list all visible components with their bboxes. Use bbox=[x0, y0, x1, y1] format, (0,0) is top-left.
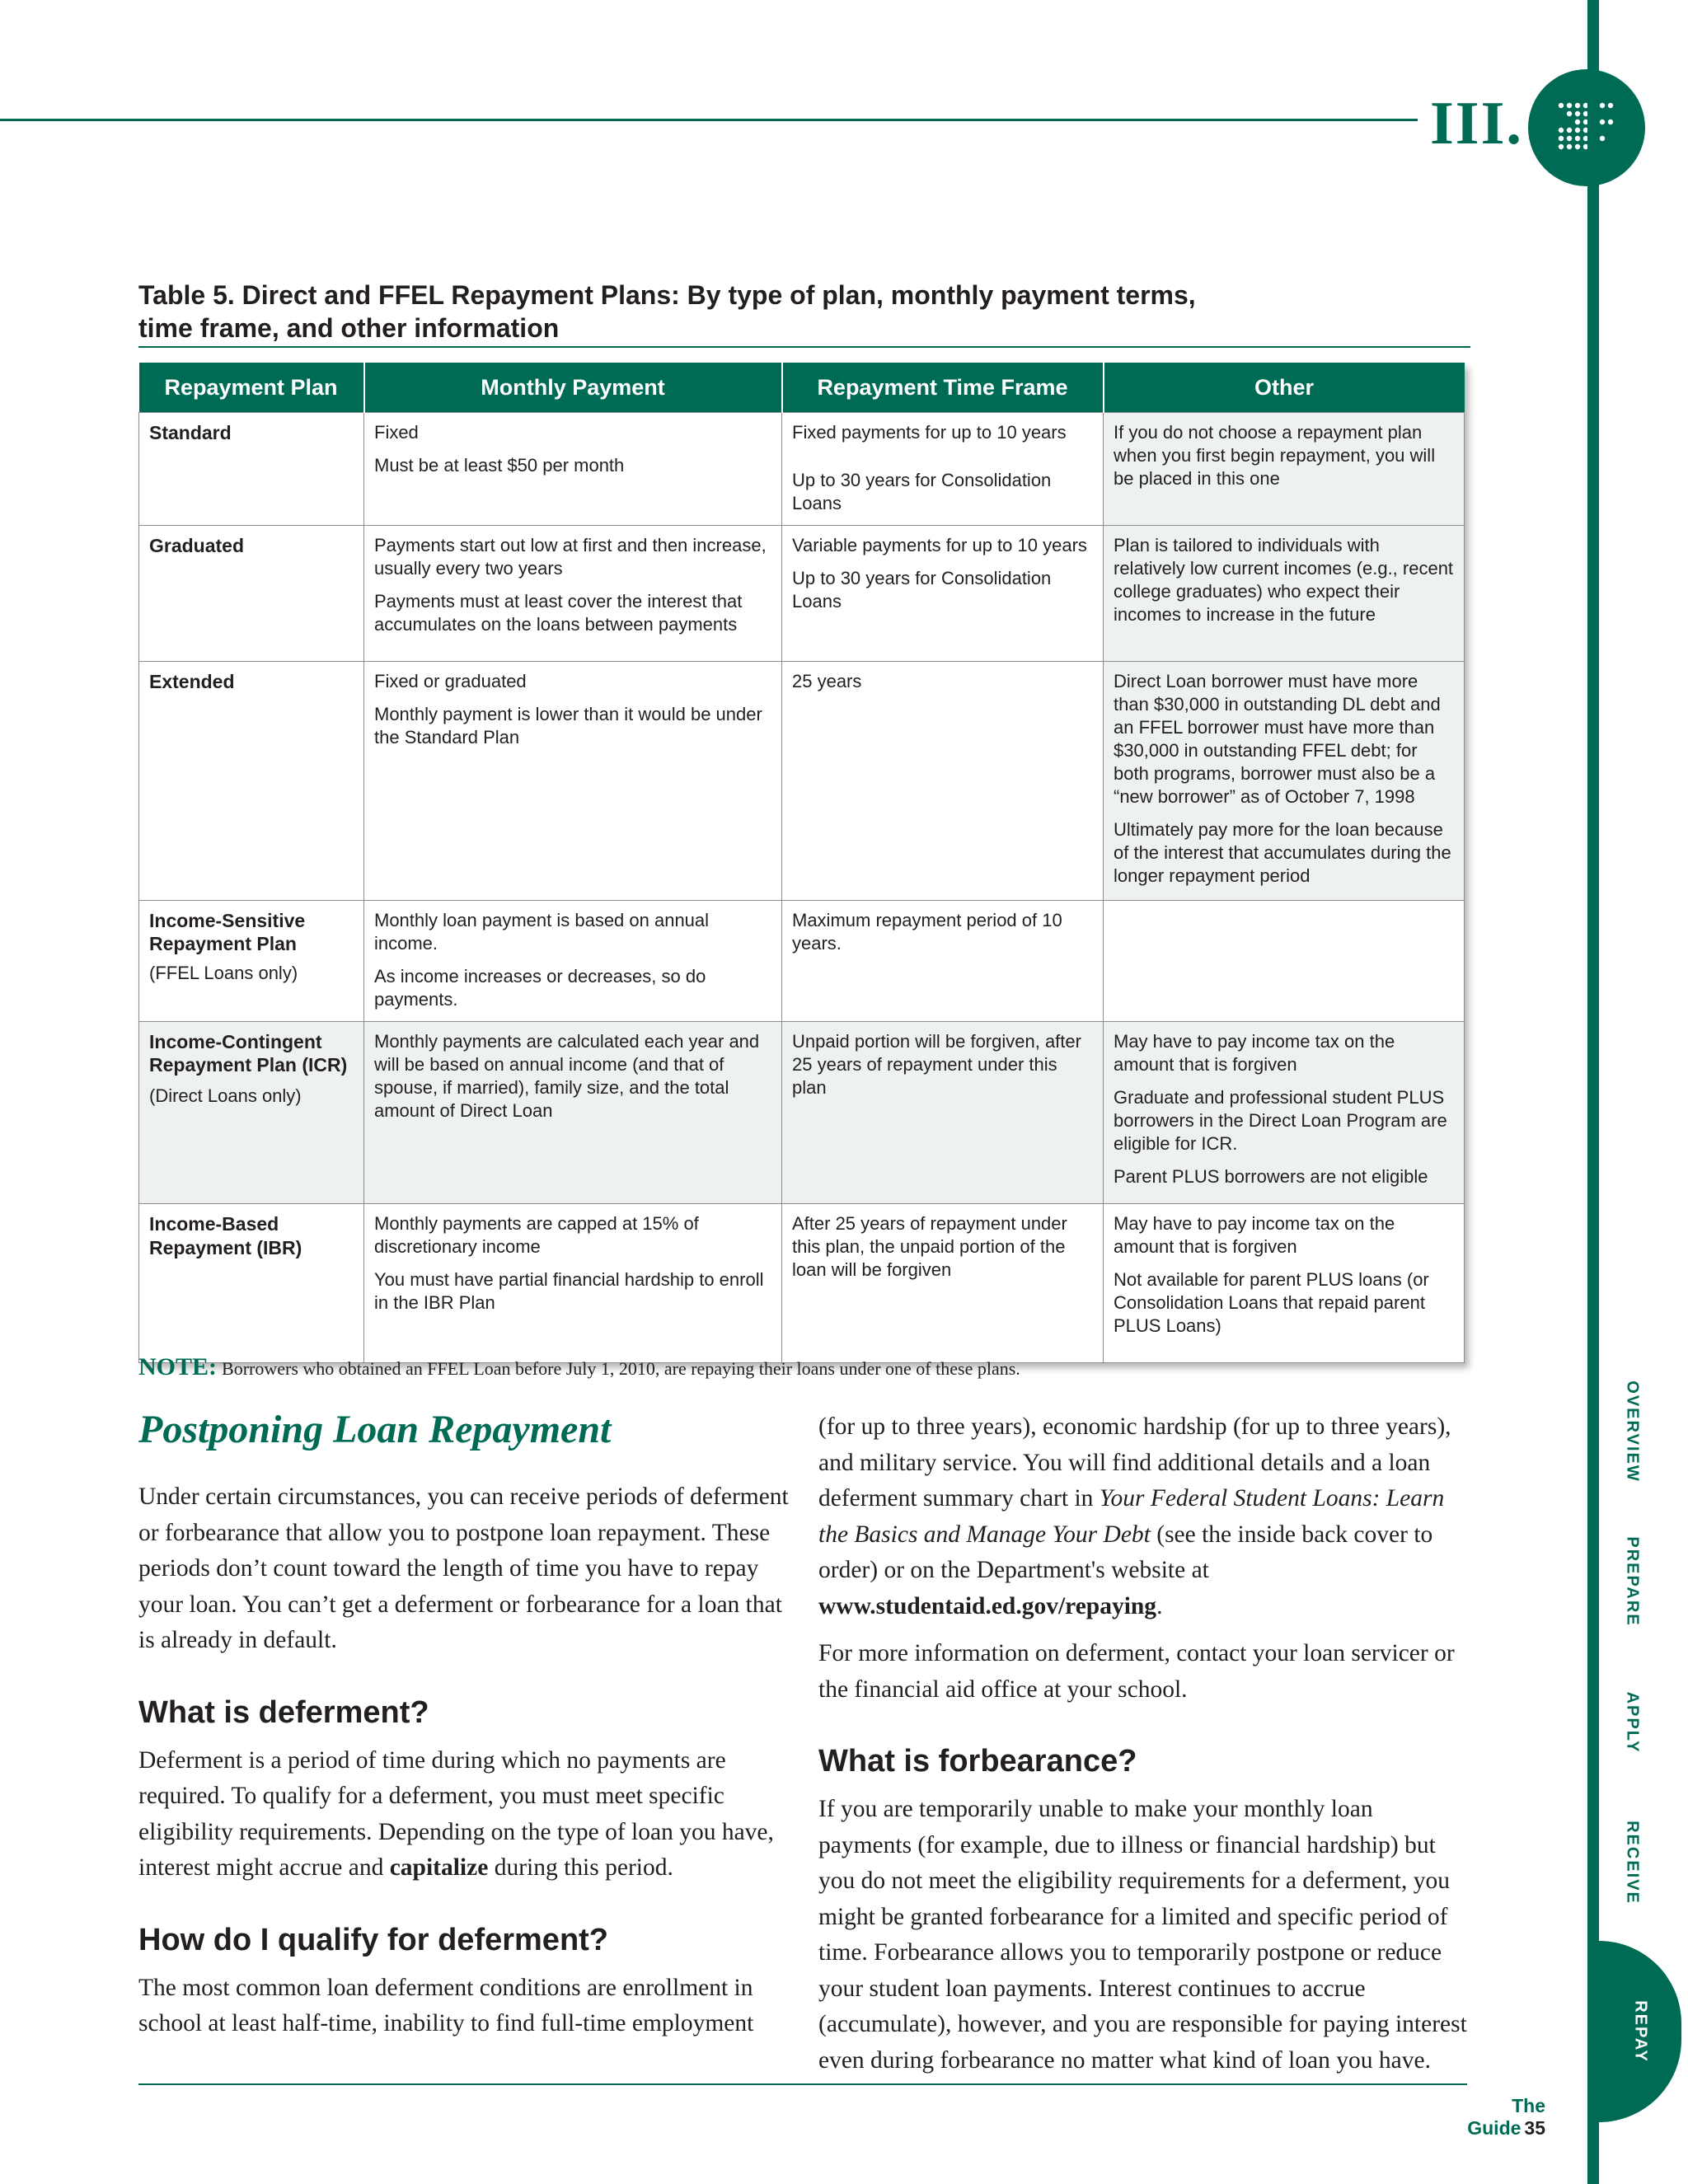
timeframe-cell bbox=[782, 1204, 1104, 1363]
qualify-heading: How do I qualify for deferment? bbox=[138, 1922, 609, 1957]
tab-label: APPLY bbox=[1623, 1691, 1642, 1754]
cell-text: Fixed bbox=[374, 422, 419, 443]
cell-text: Not available for parent PLUS loans (or Consolidation Loans that repaid parent PLUS Loans) bbox=[1114, 1269, 1429, 1336]
deferment-paragraph bbox=[138, 1743, 790, 1886]
table-row bbox=[139, 1022, 1465, 1204]
note-label: NOTE: bbox=[138, 1353, 218, 1380]
forbearance-paragraph: If you are temporarily unable to make your monthly loan payments (for example, due to illness or financial hardship) but you do not meet the eligibility requirements for a deferment, you might be granted forbearance for a limited and specific period of time. Forbearance allows you to temporarily postpone or reduce your student loan payments. Interest continues to accrue (accumulate), however, and you are responsible for paying interest even during forbearance no matter what kind of loan you have. bbox=[818, 1796, 1467, 2074]
other-cell bbox=[1104, 1022, 1465, 1204]
paragraph-text: (for up to three years), economic hardship (for up to three years), and military service. You will find additional details and a loan deferment summary chart in bbox=[818, 1413, 1451, 1511]
title-rule bbox=[138, 346, 1470, 348]
table-title-line: time frame, and other information bbox=[138, 313, 560, 343]
section-dot-icon bbox=[1528, 69, 1645, 186]
qualify-paragraph: The most common loan deferment conditions are enrollment in school at least half-time, inability to find full-time employment bbox=[138, 1974, 754, 2036]
section-heading: Postponing Loan Repayment bbox=[138, 1408, 612, 1451]
cell-text: After 25 years of repayment under this plan, the unpaid portion of the loan will be forgiven bbox=[792, 1213, 1067, 1280]
timeframe-cell bbox=[782, 526, 1104, 662]
column-header: Other bbox=[1104, 363, 1465, 413]
deferment-text: during this period. bbox=[494, 1854, 673, 1881]
tab-apply[interactable] bbox=[1599, 1677, 1665, 1768]
plan-name: Extended bbox=[149, 671, 235, 692]
cell-text: May have to pay income tax on the amount that is forgiven bbox=[1114, 1031, 1395, 1075]
other-cell bbox=[1104, 413, 1465, 526]
payment-cell bbox=[364, 901, 782, 1022]
plan-name: Income-Contingent Repayment Plan (ICR) bbox=[149, 1031, 348, 1076]
plan-name-cell bbox=[139, 413, 364, 526]
payment-cell bbox=[364, 1204, 782, 1363]
tab-receive[interactable] bbox=[1599, 1817, 1665, 1908]
capitalize-term: capitalize bbox=[389, 1854, 489, 1881]
cell-text: Must be at least $50 per month bbox=[374, 455, 625, 476]
repayment-plans-table bbox=[138, 363, 1464, 1363]
website-link[interactable]: www.studentaid.ed.gov/repaying bbox=[818, 1592, 1157, 1619]
table-title-line: Table 5. Direct and FFEL Repayment Plans: By type of plan, monthly payment terms, bbox=[138, 280, 1196, 310]
column-header: Repayment Plan bbox=[139, 363, 364, 413]
payment-cell bbox=[364, 1022, 782, 1204]
timeframe-cell bbox=[782, 901, 1104, 1022]
contact-paragraph: For more information on deferment, contact your loan servicer or the financial aid office at your school. bbox=[818, 1640, 1455, 1703]
cell-text: Graduate and professional student PLUS borrowers in the Direct Loan Program are eligible for ICR. bbox=[1114, 1087, 1447, 1154]
section-number: III. bbox=[1430, 90, 1523, 157]
intro-paragraph: Under certain circumstances, you can receive periods of deferment or forbearance that allow you to postpone loan repayment. These periods don’t count toward the length of time you have to repay your loan. You can’t get a deferment or forbearance for a loan that is already in default. bbox=[138, 1483, 789, 1653]
tab-label: OVERVIEW bbox=[1623, 1380, 1642, 1483]
plan-name: Graduated bbox=[149, 535, 245, 556]
cell-text: Parent PLUS borrowers are not eligible bbox=[1114, 1166, 1428, 1187]
cell-text: Fixed or graduated bbox=[374, 671, 527, 691]
deferment-continued-paragraph bbox=[818, 1409, 1470, 1624]
cell-text: Payments start out low at first and then increase, usually every two years bbox=[374, 535, 767, 579]
cell-text: Monthly payments are calculated each year and will be based on annual income (and that of spouse, if married), family size, and the total amount of Direct Loan bbox=[374, 1031, 760, 1121]
cell-text: Up to 30 years for Consolidation Loans bbox=[792, 470, 1052, 513]
cell-text: Maximum repayment period of 10 years. bbox=[792, 910, 1062, 954]
plan-name-cell bbox=[139, 1204, 364, 1363]
plan-name: Income-Based Repayment (IBR) bbox=[149, 1213, 302, 1258]
guide-label: The Guide bbox=[1467, 2095, 1545, 2139]
right-column bbox=[818, 1409, 1470, 2079]
side-bar bbox=[1587, 0, 1599, 2184]
plan-name: Income-Sensitive Repayment Plan bbox=[149, 910, 306, 954]
paragraph-text: (see the inside back cover to order) or on the Department's website at bbox=[818, 1521, 1433, 1583]
table-header-row bbox=[139, 363, 1465, 413]
tab-prepare[interactable] bbox=[1599, 1536, 1665, 1627]
cell-text: May have to pay income tax on the amount that is forgiven bbox=[1114, 1213, 1395, 1257]
plan-note: (FFEL Loans only) bbox=[149, 963, 298, 983]
column-header: Monthly Payment bbox=[364, 363, 782, 413]
page-footer bbox=[1430, 2095, 1545, 2139]
plan-name-cell bbox=[139, 1022, 364, 1204]
cell-text: If you do not choose a repayment plan when you first begin repayment, you will be placed in this one bbox=[1114, 422, 1436, 489]
page-number: 35 bbox=[1524, 2117, 1545, 2139]
cell-text: Monthly loan payment is based on annual income. bbox=[374, 910, 710, 954]
deferment-heading: What is deferment? bbox=[138, 1694, 429, 1730]
paragraph-text: . bbox=[1156, 1592, 1163, 1619]
cell-text: Ultimately pay more for the loan because of the interest that accumulates during the longer repayment period bbox=[1114, 819, 1451, 886]
table-row bbox=[139, 413, 1465, 526]
table-row bbox=[139, 1204, 1465, 1363]
cell-text: As income increases or decreases, so do payments. bbox=[374, 966, 706, 1010]
tab-label: RECEIVE bbox=[1623, 1821, 1642, 1905]
timeframe-cell bbox=[782, 1022, 1104, 1204]
left-column bbox=[138, 1405, 790, 2042]
cell-text: 25 years bbox=[792, 671, 862, 691]
cell-text: Plan is tailored to individuals with relatively low current incomes (e.g., recent college graduates) who expect their incomes to increase in the future bbox=[1114, 535, 1454, 625]
plan-name-cell bbox=[139, 526, 364, 662]
cell-text: Direct Loan borrower must have more than $30,000 in outstanding DL debt and an FFEL borrower must have more than $30,000 in outstanding FFEL debt; for both programs, borrower must also be a “new borrower” as of October 7, 1998 bbox=[1114, 671, 1441, 807]
timeframe-cell bbox=[782, 662, 1104, 901]
deferment-text: Deferment is a period of time during which no payments are required. To qualify for a deferment, you must meet specific eligibility requirements. Depending on the type of loan you have, interest might accrue and bbox=[138, 1746, 774, 1881]
cell-text: Variable payments for up to 10 years bbox=[792, 535, 1087, 555]
table-title bbox=[138, 279, 1309, 344]
tab-label: PREPARE bbox=[1623, 1536, 1642, 1627]
plan-note: (Direct Loans only) bbox=[149, 1085, 302, 1106]
forbearance-heading: What is forbearance? bbox=[818, 1744, 1137, 1779]
tab-repay[interactable] bbox=[1599, 1941, 1681, 2122]
plan-name: Standard bbox=[149, 422, 232, 443]
cell-text: Monthly payments are capped at 15% of discretionary income bbox=[374, 1213, 699, 1257]
other-cell bbox=[1104, 901, 1465, 1022]
table-note bbox=[138, 1353, 1457, 1381]
cell-text: Unpaid portion will be forgiven, after 25 years of repayment under this plan bbox=[792, 1031, 1081, 1098]
tab-overview[interactable] bbox=[1599, 1380, 1665, 1483]
cell-text: Up to 30 years for Consolidation Loans bbox=[792, 568, 1052, 612]
tab-label: REPAY bbox=[1631, 2000, 1650, 2063]
payment-cell bbox=[364, 413, 782, 526]
payment-cell bbox=[364, 662, 782, 901]
note-text: Borrowers who obtained an FFEL Loan before July 1, 2010, are repaying their loans under one of these plans. bbox=[222, 1358, 1020, 1379]
other-cell bbox=[1104, 526, 1465, 662]
footer-rule bbox=[138, 2083, 1467, 2085]
plan-name-cell bbox=[139, 662, 364, 901]
other-cell bbox=[1104, 662, 1465, 901]
table-row bbox=[139, 662, 1465, 901]
cell-text: Monthly payment is lower than it would be under the Standard Plan bbox=[374, 704, 762, 748]
column-header: Repayment Time Frame bbox=[782, 363, 1104, 413]
cell-text: You must have partial financial hardship to enroll in the IBR Plan bbox=[374, 1269, 764, 1313]
publication-title: Your Federal Student Loans: Learn the Basics and Manage Your Debt bbox=[818, 1485, 1445, 1548]
cell-text: Payments must at least cover the interest that accumulates on the loans between payments bbox=[374, 591, 743, 635]
table-row bbox=[139, 526, 1465, 662]
plan-name-cell bbox=[139, 901, 364, 1022]
payment-cell bbox=[364, 526, 782, 662]
other-cell bbox=[1104, 1204, 1465, 1363]
cell-text: Fixed payments for up to 10 years bbox=[792, 422, 1067, 443]
header-rule bbox=[0, 119, 1418, 121]
timeframe-cell bbox=[782, 413, 1104, 526]
table-row bbox=[139, 901, 1465, 1022]
